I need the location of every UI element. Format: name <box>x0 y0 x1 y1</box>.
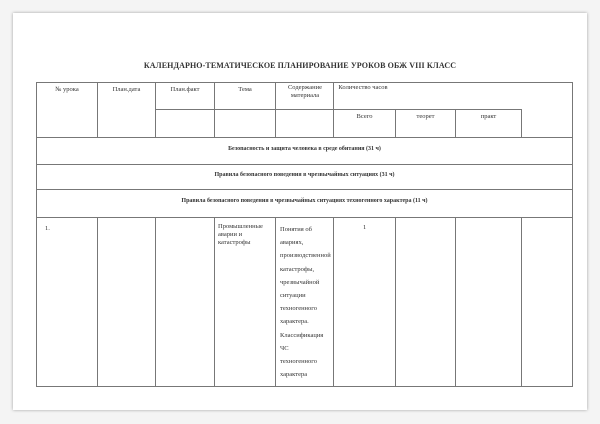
row-content: Понятия об авариях, производственной катастрофы, чрезвычайной ситуации техногенного характера. Классификация ЧС техногенного характера <box>280 226 331 379</box>
header-topic: Тема <box>238 86 252 93</box>
section-heading: Правила безопасного поведения в чрезвычайных ситуациях (31 ч) <box>214 172 395 178</box>
row-lesson-number: 1. <box>45 225 50 232</box>
section-heading: Безопасность и защита человека в среде обитания (31 ч) <box>228 146 381 152</box>
header-hours: Количество часов <box>338 84 388 91</box>
row-total-hours: 1 <box>363 224 367 231</box>
header-plan-date: План.дата <box>112 86 141 93</box>
header-theory: теорет <box>416 113 435 120</box>
header-content: Содержание материала <box>287 84 323 99</box>
header-lesson-number: № урока <box>55 86 79 93</box>
section-heading: Правила безопасного поведения в чрезвычайных ситуациях техногенного характера (11 ч) <box>181 198 428 204</box>
page-title: КАЛЕНДАРНО-ТЕМАТИЧЕСКОЕ ПЛАНИРОВАНИЕ УРОКОВ ОБЖ VIII КЛАСС <box>143 61 457 70</box>
header-fact-date: План.факт <box>170 86 200 93</box>
header-total: Всего <box>356 113 373 120</box>
document-page <box>13 13 587 410</box>
header-practice: практ <box>480 113 497 120</box>
row-topic: Промышленные аварии и катастрофы <box>218 223 263 246</box>
